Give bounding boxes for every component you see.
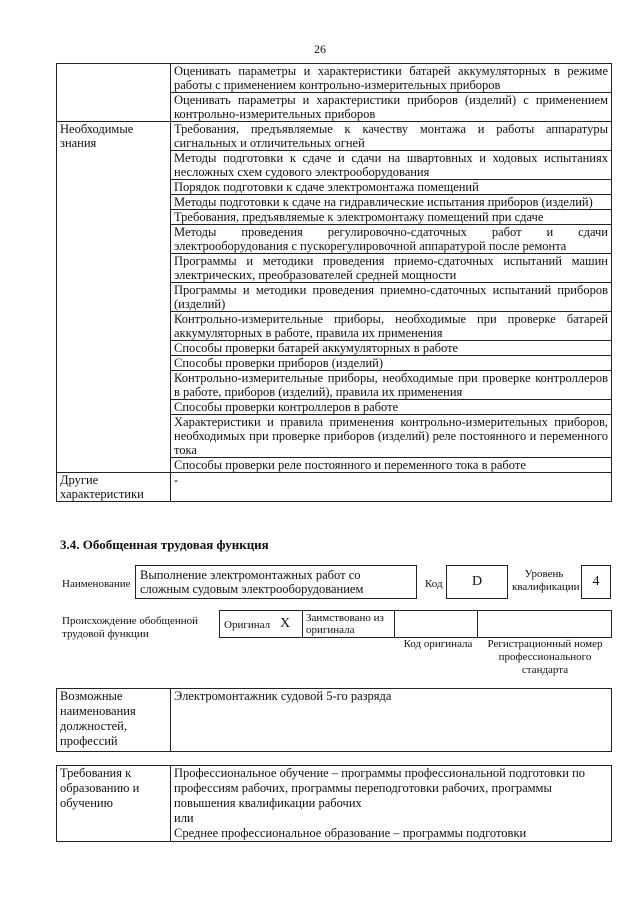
table-row: Методы проведения регулировочно-сдаточных работ и сдачи электрооборудования с пускорегулировочной аппаратурой после ремонта <box>171 225 612 254</box>
table-row: Оценивать параметры и характеристики приборов (изделий) с применением контрольно-измерительных приборов <box>171 93 612 122</box>
original-mark: X <box>280 616 291 631</box>
table-row: Программы и методики проведения приемно-сдаточных испытаний приборов (изделий) <box>171 283 612 312</box>
section-title: 3.4. Обобщенная трудовая функция <box>60 537 269 552</box>
table-row: Контрольно-измерительные приборы, необходимые при проверке контроллеров в работе, приборов (изделий), правила их применения <box>171 371 612 400</box>
knowledge-label: Необходимые знания <box>57 122 171 473</box>
education-value <box>171 766 612 842</box>
table-row: Способы проверки приборов (изделий) <box>171 356 612 371</box>
table-row: Требования, предъявляемые к электромонтажу помещений при сдаче <box>171 210 612 225</box>
level-label: Уровень квалификации <box>512 568 580 593</box>
reg-number-label: Регистрационный номер профессионального стандарта <box>487 638 603 676</box>
table-row: Методы подготовки к сдаче и сдачи на швартовных и ходовых испытаниях несложных схем судового электрооборудования <box>171 151 612 180</box>
other-label: Другие характеристики <box>57 473 171 502</box>
name-label: Наименование <box>62 578 131 590</box>
table-row: Методы подготовки к сдаче на гидравлические испытания приборов (изделий) <box>171 195 612 210</box>
name-value: Выполнение электромонтажных работ со сложным судовым электрооборудованием <box>135 565 417 599</box>
table-row: Порядок подготовки к сдаче электромонтажа помещений <box>171 180 612 195</box>
table-row: Характеристики и правила применения контрольно-измерительных приборов, необходимых при проверке приборов (изделий) реле постоянного и переменного тока <box>171 415 612 458</box>
other-value: - <box>171 473 612 502</box>
knowledge-table <box>56 63 612 502</box>
positions-table <box>56 688 612 752</box>
code-value: D <box>446 565 508 599</box>
education-line-1: Профессиональное обучение – программы профессиональной подготовки по профессиям рабочих, программы переподготовки рабочих, программы повышения квалификации рабочих <box>174 766 586 810</box>
page-number: 26 <box>314 42 326 56</box>
table-row: Способы проверки батарей аккумуляторных в работе <box>171 341 612 356</box>
table-row: Требования, предъявляемые к качеству монтажа и работы аппаратуры сигнальных и отличительных огней <box>171 122 612 151</box>
table-row: Контрольно-измерительные приборы, необходимые при проверке батарей аккумуляторных в работе, правила их применения <box>171 312 612 341</box>
education-or: или <box>174 811 194 825</box>
education-line-2: Среднее профессиональное образование – программы подготовки <box>174 826 527 840</box>
skills-label-cell <box>57 64 171 122</box>
table-row: Оценивать параметры и характеристики батарей аккумуляторных в режиме работы с применением контрольно-измерительных приборов <box>171 64 612 93</box>
code-original-label: Код оригинала <box>403 638 473 650</box>
positions-label: Возможные наименования должностей, профессий <box>57 689 171 752</box>
original-cell <box>219 610 303 638</box>
table-row: Программы и методики проведения приемо-сдаточных испытаний машин электрических, преобразователей средней мощности <box>171 254 612 283</box>
education-label: Требования к образованию и обучению <box>57 766 171 842</box>
original-label: Оригинал <box>224 619 271 631</box>
code-label: Код <box>425 578 443 590</box>
education-table <box>56 765 612 842</box>
reg-number-cell <box>477 610 612 638</box>
positions-value: Электромонтажник судовой 5-го разряда <box>171 689 612 752</box>
code-original-cell <box>394 610 478 638</box>
origin-label: Происхождение обобщенной трудовой функции <box>62 615 199 640</box>
level-value: 4 <box>581 565 611 599</box>
borrowed-label: Заимствовано из оригинала <box>302 610 395 638</box>
table-row: Способы проверки контроллеров в работе <box>171 400 612 415</box>
table-row: Способы проверки реле постоянного и переменного тока в работе <box>171 458 612 473</box>
